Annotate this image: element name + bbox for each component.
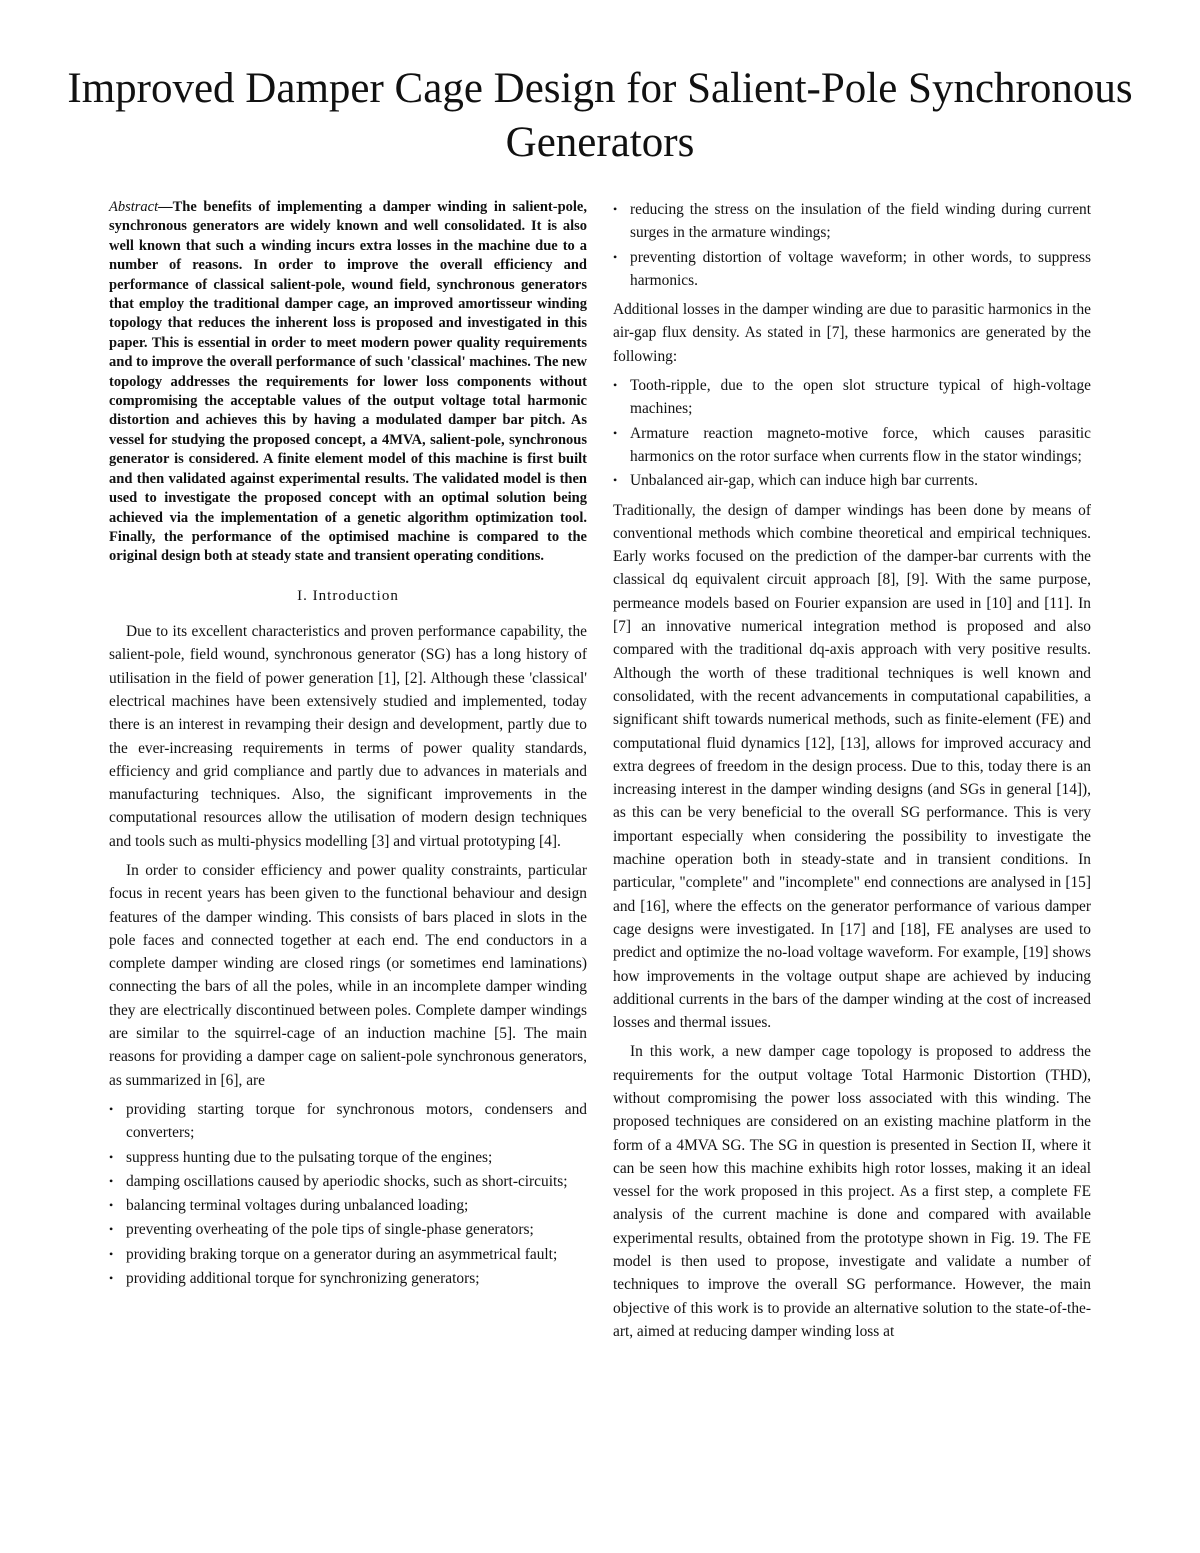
list-item: • Tooth-ripple, due to the open slot structure typical of high-voltage machines; — [613, 374, 1091, 421]
list-item: • providing starting torque for synchronous motors, condensers and converters; — [109, 1098, 587, 1145]
right-column — [613, 198, 1091, 1349]
list-item: • balancing terminal voltages during unbalanced loading; — [109, 1194, 587, 1217]
abstract — [109, 198, 587, 567]
abstract-dash: — — [158, 199, 173, 215]
bullet-icon: • — [613, 473, 618, 488]
left-column — [109, 198, 587, 1296]
harmonics-list — [613, 374, 1091, 492]
bullet-icon: • — [109, 1222, 114, 1237]
list-item: • preventing distortion of voltage waveform; in other words, to suppress harmonics. — [613, 246, 1091, 293]
bullet-icon: • — [613, 249, 618, 264]
bullet-icon: • — [613, 425, 618, 440]
bullet-icon: • — [109, 1271, 114, 1286]
this-work-paragraph: In this work, a new damper cage topology is proposed to address the requirements for the output voltage Total Harmonic Distortion (THD), without compromising the power loss associated with this winding. The proposed techniques are considered on an existing machine platform in the form of a 4MVA SG. The SG in question is presented in Section II, where it can be seen how this machine exhibits high rotor losses, making it an ideal vessel for the work proposed in this project. As a first step, a complete FE analysis of the current machine is done and compared with available experimental results, obtained from the prototype shown in Fig. 19. The FE model is then used to propose, investigate and validate a number of techniques to improve the overall SG performance. However, the main objective of this work is to provide an alternative solution to the state-of-the-art, aimed at reducing damper winding loss at — [613, 1043, 1091, 1340]
section-heading-introduction: I. Introduction — [297, 587, 399, 604]
intro-paragraph-2: In order to consider efficiency and power quality constraints, particular focus in recent years has been given to the functional behaviour and design features of the damper winding. This consists of bars placed in slots in the pole faces and connected together at each end. The end conductors in a complete damper winding are closed rings (or sometimes end laminations) connecting the bars of all the poles, while in an incomplete damper winding they are electrically discontinued between poles. Complete damper windings are similar to the squirrel-cage of an induction machine [5]. The main reasons for providing a damper cage on salient-pole synchronous generators, as summarized in [6], are — [109, 861, 587, 1089]
damper-reasons-list-continued — [613, 198, 1091, 292]
list-item: • preventing overheating of the pole tips of single-phase generators; — [109, 1218, 587, 1241]
bullet-icon: • — [613, 378, 618, 393]
abstract-lead: Abstract — [109, 199, 159, 215]
intro-paragraph-1: Due to its excellent characteristics and proven performance capability, the salient-pole, field wound, synchronous generator (SG) has a long history of utilisation in the field of power generation [1], [2]. Although these 'classical' electrical machines have been extensively studied and implemented, today there is an interest in revamping their design and development, partly due to the ever-increasing requirements in terms of power quality standards, efficiency and grid compliance and partly due to advances in materials and manufacturing techniques. Also, the significant improvements in the computational resources allow the utilisation of modern design techniques and tools such as multi-physics modelling [3] and virtual prototyping [4]. — [109, 623, 587, 850]
bullet-icon: • — [109, 1101, 114, 1116]
bullet-icon: • — [613, 202, 618, 216]
list-item: • damping oscillations caused by aperiodic shocks, such as short-circuits; — [109, 1170, 587, 1193]
list-item: • Armature reaction magneto-motive force, which causes parasitic harmonics on the rotor surface when currents flow in the stator windings; — [613, 422, 1091, 469]
abstract-text: The benefits of implementing a damper winding in salient-pole, synchronous generators are widely known and well consolidated. It is also well known that such a winding incurs extra losses in the machine due to a number of reasons. In order to improve the overall efficiency and performance of classical salient-pole, wound field, synchronous generators that employ the traditional damper cage, an improved amortisseur winding topology that reduces the inherent loss is proposed and investigated in this paper. This is essential in order to meet modern power quality requirements and to improve the overall performance of such 'classical' machines. The new topology addresses the requirements for lower loss components without compromising the acceptable values of the output voltage total harmonic distortion and achieves this by having a modulated damper bar pitch. As vessel for studying the proposed concept, a 4MVA, salient-pole, synchronous generator is considered. A finite element model of this machine is first built and then validated against experimental results. The validated model is then used to investigate the proposed concept with an optimal solution being achieved via the implementation of a genetic algorithm optimization tool. Finally, the performance of the optimised machine is compared to the original design both at steady state and transient operating conditions. — [109, 199, 587, 565]
paper-title: Improved Damper Cage Design for Salient-Pole Synchronous Generators — [67, 65, 1133, 166]
traditional-design-paragraph: Traditionally, the design of damper windings has been done by means of conventional methods which combine theoretical and empirical techniques. Early works focused on the prediction of the damper-bar currents with the classical dq equivalent circuit approach [8], [9]. With the same purpose, permeance models based on Fourier expansion are used in [10] and [11]. In [7] an innovative numerical integration method is proposed and also compared with the traditional dq-axis approach with very positive results. Although the worth of these traditional techniques is well known and consolidated, with the recent advancements in computational capabilities, a significant shift towards numerical methods, such as finite-element (FE) and computational fluid dynamics [12], [13], allows for improved accuracy and extra degrees of freedom in the design process. Due to this, today there is an increasing interest in the damper winding designs (and SGs in general [14]), as this can be very beneficial to the overall SG performance. This is very important especially when considering the possibility to investigate the machine operation both in steady-state and in transient conditions. In particular, "complete" and "incomplete" end connections are analysed in [15] and [16], where the effects on the generator performance of various damper cage designs were investigated. In [17] and [18], FE analyses are used to predict and optimize the no-load voltage waveform. For example, [19] shows how improvements in the voltage output shape are achieved by inducing additional currents in the bars of the damper winding at the cost of increased losses and thermal issues. — [613, 501, 1091, 1032]
losses-paragraph: Additional losses in the damper winding are due to parasitic harmonics in the air-gap flux density. As stated in [7], these harmonics are generated by the following: — [613, 301, 1091, 365]
list-item: • reducing the stress on the insulation of the field winding during current surges in the armature windings; — [613, 198, 1091, 245]
list-item: • providing braking torque on a generator during an asymmetrical fault; — [109, 1243, 587, 1266]
list-item: • providing additional torque for synchronizing generators; — [109, 1267, 587, 1290]
list-item: • Unbalanced air-gap, which can induce high bar currents. — [613, 469, 1091, 492]
list-item: • suppress hunting due to the pulsating torque of the engines; — [109, 1146, 587, 1169]
bullet-icon: • — [109, 1198, 114, 1213]
bullet-icon: • — [109, 1246, 114, 1261]
bullet-icon: • — [109, 1149, 114, 1164]
damper-reasons-list — [109, 1098, 587, 1290]
bullet-icon: • — [109, 1173, 114, 1188]
